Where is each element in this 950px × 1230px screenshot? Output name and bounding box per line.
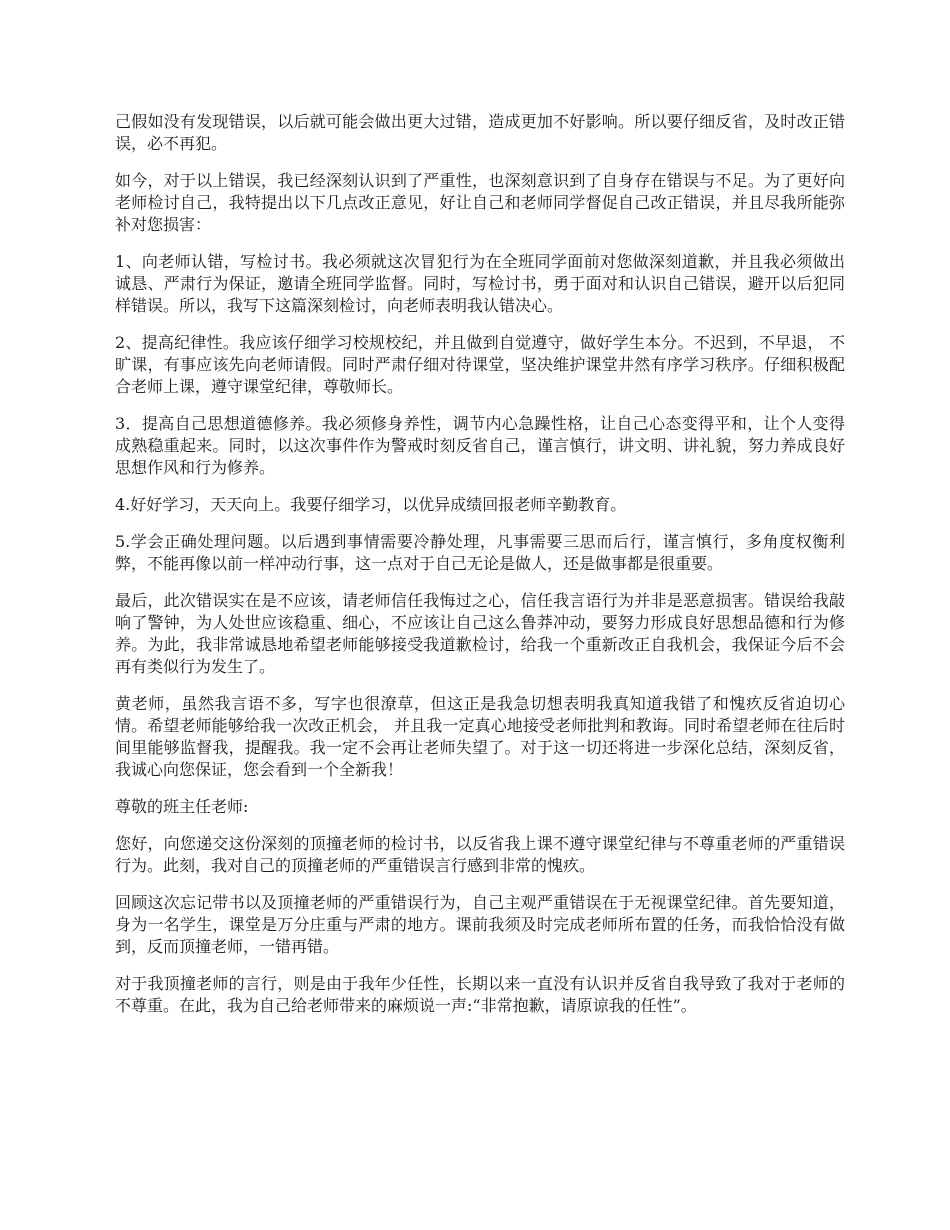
paragraph: 4.好好学习，天天向上。我要仔细学习，以优异成绩回报老师辛勤教育。 xyxy=(115,495,627,514)
paragraph: 3．提高自己思想道德修养。我必须修身养性，调节内心急躁性格，让自己心态变得平和，让个人变得成熟稳重起来。同时，以这次事件作为警戒时刻反省自己，谨言慎行，讲文明、讲礼貌，努力养成良好思想作风和行为修养。 xyxy=(115,414,845,477)
paragraph: 最后，此次错误实在是不应该，请老师信任我悔过之心，信任我言语行为并非是恶意损害。错误给我敲响了警钟，为人处世应该稳重、细心，不应该让自己这么鲁莽冲动，要努力形成良好思想品德和行为修养。为此，我非常诚恳地希望老师能够接受我道歉检讨，给我一个重新改正自我机会，我保证今后不会再有类似行为发生了。 xyxy=(115,591,845,676)
paragraph: 您好，向您递交这份深刻的顶撞老师的检讨书，以反省我上课不遵守课堂纪律与不尊重老师的严重错误行为。此刻，我对自己的顶撞老师的严重错误言行感到非常的愧疚。 xyxy=(115,834,845,875)
salutation: 尊敬的班主任老师: xyxy=(115,797,249,816)
paragraph: 黄老师，虽然我言语不多，写字也很潦草，但这正是我急切想表明我真知道我错了和愧疚反省迫切心情。希望老师能够给我一次改正机会， 并且我一定真心地接受老师批判和教诲。同时希望老师在往后时间里能够监督我，提醒我。我一定不会再让老师失望了。对于这一切还将进一步深化总结，深刻反省，我诚心向您保证，您会看到一个全新我！ xyxy=(115,694,845,779)
paragraph: 如今，对于以上错误，我已经深刻认识到了严重性，也深刻意识到了自身存在错误与不足。为了更好向老师检讨自己，我特提出以下几点改正意见，好让自己和老师同学督促自己改正错误，并且尽我所能弥补对您损害： xyxy=(115,171,845,234)
paragraph: 回顾这次忘记带书以及顶撞老师的严重错误行为，自己主观严重错误在于无视课堂纪律。首先要知道，身为一名学生，课堂是万分庄重与严肃的地方。课前我须及时完成老师所布置的任务，而我恰恰没有做到，反而顶撞老师，一错再错。 xyxy=(115,893,845,956)
paragraph: 5.学会正确处理问题。以后遇到事情需要冷静处理，凡事需要三思而后行，谨言慎行，多角度权衡利弊，不能再像以前一样冲动行事，这一点对于自己无论是做人，还是做事都是很重要。 xyxy=(115,532,845,573)
paragraph: 己假如没有发现错误，以后就可能会做出更大过错，造成更加不好影响。所以要仔细反省，及时改正错误，必不再犯。 xyxy=(115,112,845,153)
paragraph: 1、向老师认错，写检讨书。我必须就这次冒犯行为在全班同学面前对您做深刻道歉，并且我必须做出诚恳、严肃行为保证，邀请全班同学监督。同时，写检讨书，勇于面对和认识自己错误，避开以后犯同样错误。所以，我写下这篇深刻检讨，向老师表明我认错决心。 xyxy=(115,252,845,315)
paragraph: 2、提高纪律性。我应该仔细学习校规校纪，并且做到自觉遵守，做好学生本分。不迟到，不早退， 不旷课，有事应该先向老师请假。同时严肃仔细对待课堂，坚决维护课堂井然有序学习秩序。仔细积极配合老师上课，遵守课堂纪律，尊敬师长。 xyxy=(115,333,845,396)
paragraph: 对于我顶撞老师的言行，则是由于我年少任性，长期以来一直没有认识并反省自我导致了我对于老师的不尊重。在此，我为自己给老师带来的麻烦说一声:“非常抱歉，请原谅我的任性”。 xyxy=(115,974,845,1015)
document-page xyxy=(115,111,845,1032)
